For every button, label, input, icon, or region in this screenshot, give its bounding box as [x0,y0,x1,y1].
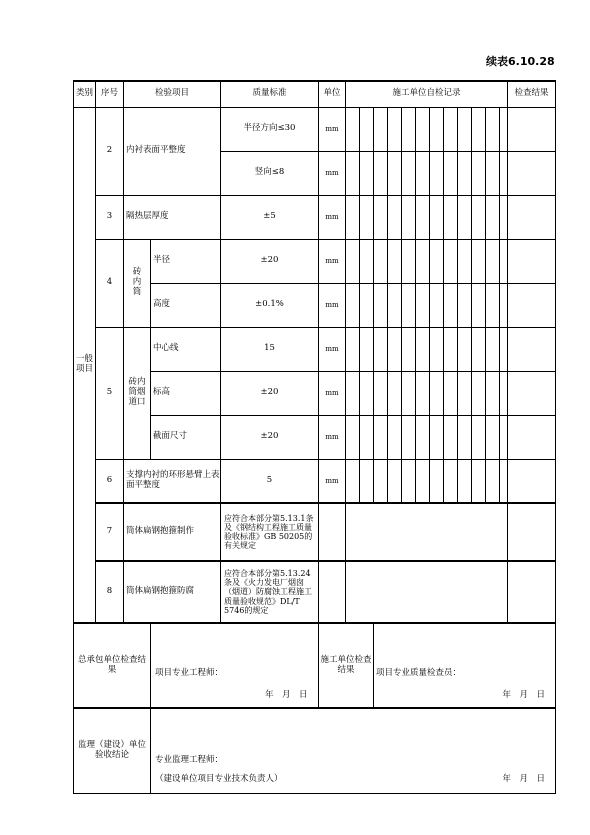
table-row [74,107,556,151]
unit-cell: mm [319,459,346,503]
signature-row-supervisor [74,708,556,793]
seq-cell: 3 [96,195,124,239]
seq-cell: 5 [96,327,124,459]
sub-item-cell: 中心线 [151,327,221,371]
table-row [74,239,556,283]
builder-label: 施工单位检查结果 [319,623,374,708]
inspection-table [73,80,556,794]
item-cell: 支撑内衬的环形悬臂上表面平整度 [124,459,221,503]
seq-cell: 2 [96,107,124,195]
table-row [74,327,556,371]
item-cell: 筒体扁钢抱箍制作 [124,503,221,561]
standard-cell: 应符合本部分第5.13.24条及《火力发电厂烟囱（烟道）防腐蚀工程施工质量验收规范》DL/T 5746的规定 [221,561,319,623]
table-row [74,503,556,561]
standard-cell: ±20 [221,239,319,283]
sub-item-cell: 半径 [151,239,221,283]
standard-cell: 应符合本部分第5.13.1条及《钢结构工程施工质量验收标准》GB 50205的有关规定 [221,503,319,561]
header-row [74,81,556,107]
standard-cell: ±0.1% [221,283,319,327]
header-item: 检验项目 [124,81,221,107]
seq-cell: 8 [96,561,124,623]
item-cell: 隔热层厚度 [124,195,221,239]
supervisor-label: 监理（建设）单位验收结论 [74,708,151,793]
standard-cell: 5 [221,459,319,503]
header-category: 类别 [74,81,96,107]
contractor-engineer: 项目专业工程师： [155,668,224,678]
seq-cell: 6 [96,459,124,503]
header-unit: 单位 [319,81,346,107]
header-result: 检查结果 [508,81,556,107]
table-row [74,195,556,239]
contractor-label: 总承包单位检查结果 [74,623,151,708]
header-self-check: 施工单位自检记录 [346,81,508,107]
unit-cell: mm [319,195,346,239]
unit-cell: mm [319,239,346,283]
sub-item-cell: 截面尺寸 [151,415,221,459]
supervisor-signature [151,708,556,793]
builder-date: 年 月 日 [502,690,546,700]
header-standard: 质量标准 [221,81,319,107]
table-row [74,561,556,623]
supervisor-note: （建设单位项目专业技术负责人） [155,774,283,784]
seq-cell: 7 [96,503,124,561]
standard-cell: ±5 [221,195,319,239]
unit-cell: mm [319,151,346,195]
item-cell: 筒体扁钢抱箍防腐 [124,561,221,623]
unit-cell: mm [319,283,346,327]
unit-cell: mm [319,327,346,371]
supervisor-date: 年 月 日 [502,774,546,784]
signature-row-contractor [74,623,556,708]
sub-item-cell: 高度 [151,283,221,327]
standard-cell: 半径方向≤30 [221,107,319,151]
standard-cell: 竖向≤8 [221,151,319,195]
item-cell: 内衬表面平整度 [124,107,221,195]
sub-item-cell: 标高 [151,371,221,415]
builder-signature [374,623,556,708]
group-cell: 砖内筒 [124,239,151,327]
unit-cell: mm [319,415,346,459]
supervisor-engineer: 专业监理工程师： [155,755,224,765]
standard-cell: ±20 [221,415,319,459]
header-seq: 序号 [96,81,124,107]
unit-cell: mm [319,371,346,415]
unit-cell: mm [319,107,346,151]
builder-inspector: 项目专业质量检查员： [376,668,462,678]
standard-cell: ±20 [221,371,319,415]
contractor-date: 年 月 日 [265,690,308,700]
page-label: 续表6.10.28 [486,55,555,68]
contractor-signature [151,623,319,708]
seq-cell: 4 [96,239,124,327]
category-general: 一般项目 [74,107,96,623]
standard-cell: 15 [221,327,319,371]
table-row [74,459,556,503]
group-cell: 砖内筒烟道口 [124,327,151,459]
